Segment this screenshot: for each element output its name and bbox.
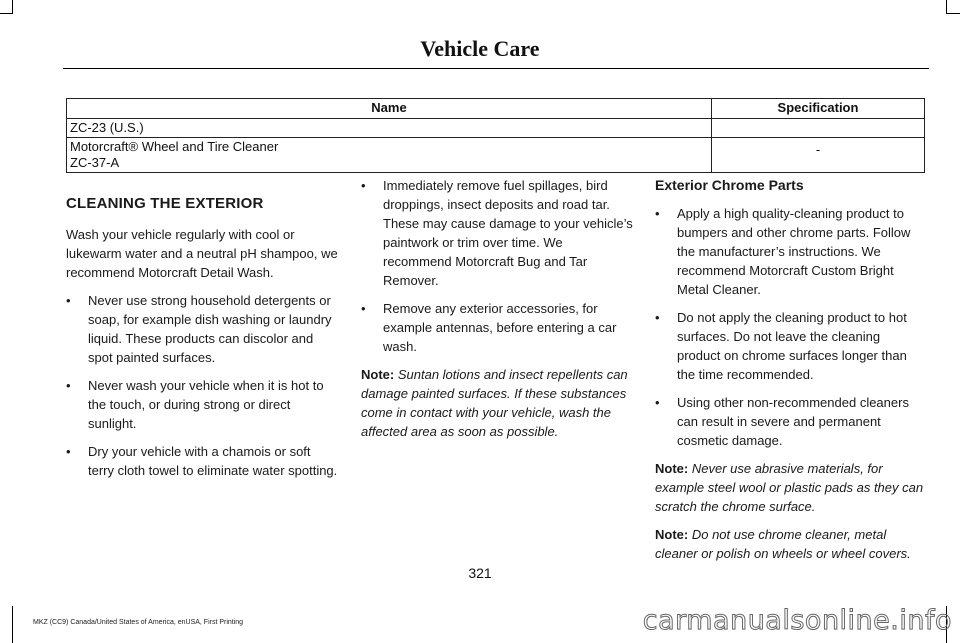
table-row xyxy=(67,138,925,173)
crop-mark-top-left-vertical xyxy=(12,0,13,14)
header-divider xyxy=(63,68,929,69)
table-cell-name-line: Motorcraft® Wheel and Tire Cleaner xyxy=(70,139,279,154)
list-item xyxy=(66,291,338,367)
bullet-marker: • xyxy=(66,444,71,459)
bullet-list xyxy=(66,291,338,480)
list-item xyxy=(361,176,633,290)
list-item-text: Dry your vehicle with a chamois or soft terry cloth towel to eliminate water spotting. xyxy=(88,444,338,478)
table-cell-name xyxy=(67,138,712,173)
crop-mark-top-right-vertical xyxy=(946,0,947,14)
section-heading-cleaning-exterior: CLEANING THE EXTERIOR xyxy=(66,195,264,212)
bullet-marker: • xyxy=(66,293,71,308)
list-item xyxy=(66,442,338,480)
note-suntan-lotions xyxy=(361,365,633,441)
note-text: Do not use chrome cleaner, metal cleaner or polish on wheels or wheel covers. xyxy=(655,527,911,561)
content-column-3 xyxy=(655,176,927,572)
note-label: Note: xyxy=(361,367,395,382)
watermark: carmanualsonline.info xyxy=(642,605,952,636)
list-item-text: Never wash your vehicle when it is hot to the touch, or during strong or direct sunlight. xyxy=(88,378,324,431)
specification-table xyxy=(66,98,925,173)
table-header-row xyxy=(67,99,925,119)
list-item-text: Never use strong household detergents or soap, for example dish washing or laundry liquid. These products can discolor and spot painted surfaces. xyxy=(88,293,332,365)
content-column-2 xyxy=(361,176,633,450)
footer-printing-info: MKZ (CC9) Canada/United States of America, enUSA, First Printing xyxy=(33,619,244,626)
table-cell-specification: - xyxy=(712,138,925,173)
table-cell-name xyxy=(67,119,712,138)
crop-mark-top-left-horizontal xyxy=(0,13,13,14)
table-cell-specification xyxy=(712,119,925,138)
list-item xyxy=(655,308,927,384)
note-text: Never use abrasive materials, for example steel wool or plastic pads as they can scratch the chrome surface. xyxy=(655,461,924,514)
table-cell-name-line: ZC-37-A xyxy=(70,155,120,170)
list-item-text: Do not apply the cleaning product to hot surfaces. Do not leave the cleaning product on chrome surfaces longer than the time recommended. xyxy=(677,310,907,382)
content-column-1 xyxy=(66,176,338,489)
intro-paragraph: Wash your vehicle regularly with cool or lukewarm water and a neutral pH shampoo, we recommend Motorcraft Detail Wash. xyxy=(66,227,338,280)
table-header-specification: Specification xyxy=(712,99,925,119)
note-label: Note: xyxy=(655,461,689,476)
bullet-marker: • xyxy=(361,178,366,193)
note-chrome-cleaner xyxy=(655,525,927,563)
table-header-name: Name xyxy=(67,99,712,119)
table-cell-name-line: ZC-23 (U.S.) xyxy=(70,120,144,135)
bullet-marker: • xyxy=(361,301,366,316)
bullet-marker: • xyxy=(655,395,660,410)
bullet-marker: • xyxy=(66,378,71,393)
list-item-text: Remove any exterior accessories, for example antennas, before entering a car wash. xyxy=(383,301,617,354)
page-title: Vehicle Care xyxy=(420,36,540,61)
section-heading-exterior-chrome: Exterior Chrome Parts xyxy=(655,177,804,193)
bullet-marker: • xyxy=(655,206,660,221)
list-item-text: Apply a high quality-cleaning product to bumpers and other chrome parts. Follow the manufacturer’s instructions. We recommend Motorcraft Custom Bright Metal Cleaner. xyxy=(677,206,911,297)
list-item-text: Immediately remove fuel spillages, bird droppings, insect deposits and road tar. These may cause damage to your vehicle’s paintwork or trim over time. We recommend Motorcraft Bug and Tar Remover. xyxy=(383,178,633,288)
note-abrasive-materials xyxy=(655,459,927,516)
list-item-text: Using other non-recommended cleaners can result in severe and permanent cosmetic damage. xyxy=(677,395,909,448)
bullet-list xyxy=(361,176,633,356)
bullet-marker: • xyxy=(655,310,660,325)
note-label: Note: xyxy=(655,527,689,542)
bullet-list xyxy=(655,204,927,450)
table-row xyxy=(67,119,925,138)
list-item xyxy=(361,299,633,356)
list-item xyxy=(655,204,927,299)
crop-mark-bottom-left-vertical xyxy=(12,606,13,643)
crop-mark-top-right-horizontal xyxy=(946,13,960,14)
list-item xyxy=(66,376,338,433)
note-text: Suntan lotions and insect repellents can damage painted surfaces. If these substances come in contact with your vehicle, wash the affected area as soon as possible. xyxy=(361,367,628,439)
list-item xyxy=(655,393,927,450)
page-number: 321 xyxy=(468,565,492,581)
